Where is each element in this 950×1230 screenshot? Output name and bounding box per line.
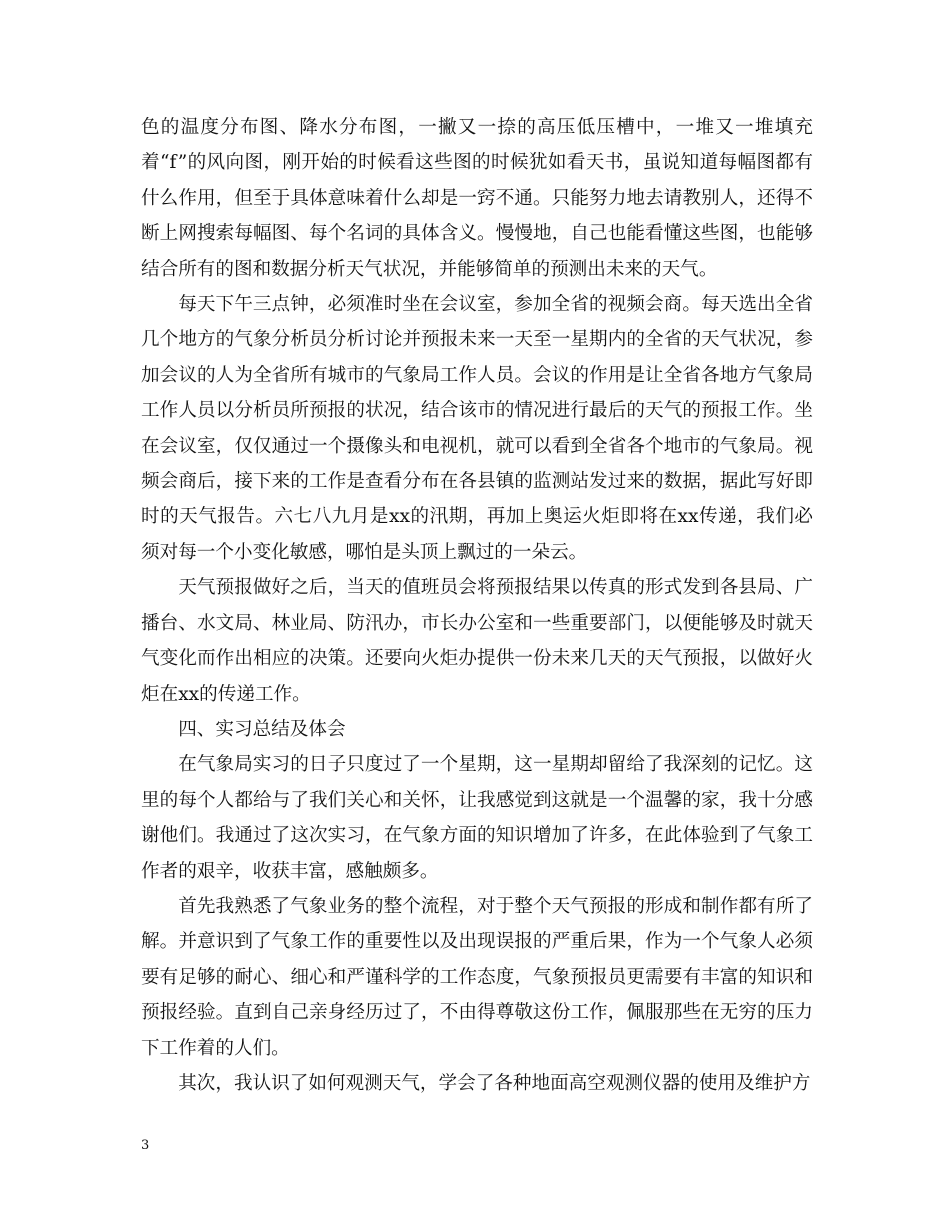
paragraph-continuation: 色的温度分布图、降水分布图，一撇又一捺的高压低压槽中，一堆又一堆填充着“f”的风向图，刚开始的时候看这些图的时候犹如看天书，虽说知道每幅图都有什么作用，但至于具体意味着什么却是一窍不通。只能努力地去请教别人，还得不断上网搜索每幅图、每个名词的具体含义。慢慢地，自己也能看懂这些图，也能够结合所有的图和数据分析天气状况，并能够简单的预测出未来的天气。 [141, 117, 813, 280]
paragraph-video-conference: 每天下午三点钟，必须准时坐在会议室，参加全省的视频会商。每天选出全省几个地方的气象分析员分析讨论并预报未来一天至一星期内的全省的天气状况，参加会议的人为全省所有城市的气象局工作人员。会议的作用是让全省各地方气象局工作人员以分析员所预报的状况，结合该市的情况进行最后的天气的预报工作。坐在会议室，仅仅通过一个摄像头和电视机，就可以看到全省各个地市的气象局。视频会商后，接下来的工作是查看分布在各县镇的监测站发过来的数据，据此写好即时的天气报告。六七八九月是xx的汛期，再加上奥运火炬即将在xx传递，我们必须对每一个小变化敏感，哪怕是头顶上飘过的一朵云。 [141, 294, 813, 563]
paragraph-internship-memory: 在气象局实习的日子只度过了一个星期，这一星期却留给了我深刻的记忆。这里的每个人都给与了我们关心和关怀，让我感觉到这就是一个温馨的家，我十分感谢他们。我通过了这次实习，在气象方面的知识增加了许多，在此体验到了气象工作者的艰辛，收获丰富，感触颇多。 [141, 754, 813, 882]
document-body [141, 110, 813, 1101]
page-number: 3 [141, 1138, 150, 1153]
paragraph-forecast-distribution: 天气预报做好之后，当天的值班员会将预报结果以传真的形式发到各县局、广播台、水文局、林业局、防汛办，市长办公室和一些重要部门，以便能够及时就天气变化而作出相应的决策。还要向火炬办提供一份未来几天的天气预报，以做好火炬在xx的传递工作。 [141, 577, 813, 705]
paragraph-workflow: 首先我熟悉了气象业务的整个流程，对于整个天气预报的形成和制作都有所了解。并意识到了气象工作的重要性以及出现误报的严重后果，作为一个气象人必须要有足够的耐心、细心和严谨科学的工作态度，气象预报员更需要有丰富的知识和预报经验。直到自己亲身经历过了，不由得尊敬这份工作，佩服那些在无穷的压力下工作着的人们。 [141, 895, 813, 1059]
paragraph-observation: 其次，我认识了如何观测天气，学会了各种地面高空观测仪器的使用及维护方 [178, 1072, 811, 1094]
section-heading: 四、实习总结及体会 [178, 718, 346, 740]
